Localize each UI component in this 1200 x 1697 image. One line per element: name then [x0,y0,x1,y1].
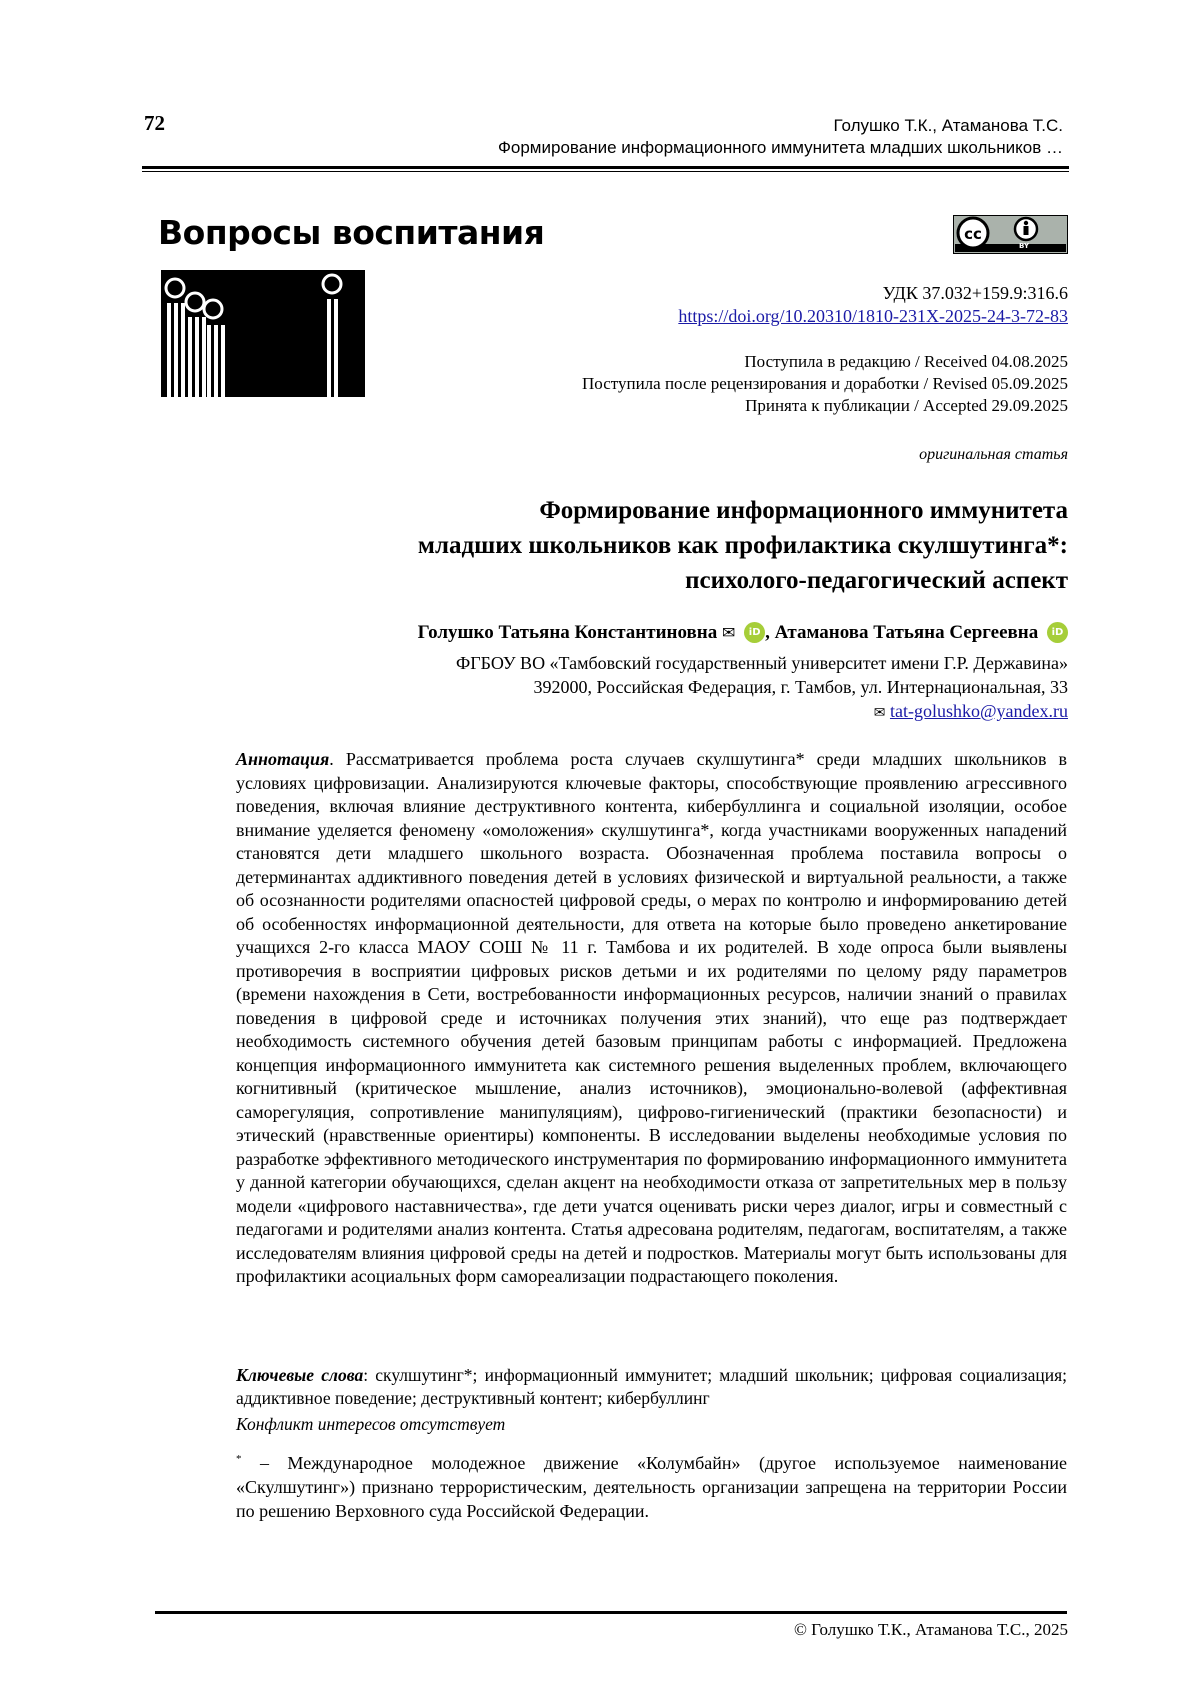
doi [678,305,1068,327]
running-header-title: Формирование информационного иммунитета младших школьников … [497,138,1063,157]
page-number: 72 [144,111,165,135]
title-line-1: Формирование информационного иммунитета [539,497,1068,524]
article-type: оригинальная статья [919,446,1068,463]
journal-name: Вопросы воспитания [158,213,545,252]
footnote-text: – Международное молодежное движение «Колумбайн» (другое используемое наименование «Скулшутинг») признано террористическим, деятельность организации запрещена на территории России по решению Верховного суда Российской Федерации. [236,1453,1067,1521]
article-title [418,493,1068,598]
license-label: BY [1019,242,1030,250]
authors [418,622,1068,644]
date-revised: Поступила после рецензирования и доработки / Revised 05.09.2025 [582,374,1068,393]
orcid-icon[interactable]: iD [744,622,765,643]
conflict-statement: Конфликт интересов отсутствует [236,1414,506,1434]
keywords-label: Ключевые слова [236,1365,364,1385]
abstract [236,748,1067,1289]
running-header [498,115,1063,159]
author-1: Голушко Татьяна Константиновна [417,622,718,643]
footnote-mark: * [236,1453,242,1465]
date-received: Поступила в редакцию / Received 04.08.2025 [744,352,1068,371]
copyright: © Голушко Т.К., Атаманова Т.С., 2025 [793,1620,1068,1639]
title-line-2: младших школьников как профилактика скулшутинга*: [417,532,1068,559]
mail-icon: ✉ [873,705,886,721]
email-link[interactable]: tat-golushko@yandex.ru [889,701,1068,721]
title-line-3: психолого-педагогический аспект [685,567,1068,594]
author-separator: , [765,622,770,643]
author-2: Атаманова Татьяна Сергеевна [774,622,1039,643]
abstract-text: . Рассматривается проблема роста случаев скулшутинга* среди младших школьников в условиях цифровизации. Анализируются ключевые факторы, способствующие проявлению агрессивного поведения, включая влияние деструктивного контента, кибербуллинга и социальной изоляции, особое внимание уделяется феномену «омоложения» скулшутинга*, когда участниками вооруженных нападений становятся дети младшего школьного возраста. Обозначенная проблема поставила вопросы о детерминантах аддиктивного поведения детей в условиях физической и виртуальной реальности, а также об осознанности родителями опасностей цифровой среды, о мерах по контролю и информированию детей об особенностях информационной деятельности, для ответа на которые было проведено анкетирование учащихся 2-го класса МАОУ СОШ № 11 г. Тамбова и их родителей. В ходе опроса были выявлены противоречия в восприятии цифровых рисков детьми и их родителями по целому ряду параметров (времени нахождения в Сети, востребованности информационных ресурсов, наличии знаний о правилах поведения в цифровой среде и источниках получения этих знаний), что еще раз подтверждает необходимость системного обучения детей базовым принципам работы с информацией. Предложена концепция информационного иммунитета как системного решения выделенных проблем, включающего когнитивный (критическое мышление, анализ источников), эмоционально-волевой (аффективная саморегуляция, сопротивление манипуляциям), цифрово-гигиенический (практики безопасности) и этический (нравственные ориентиры) компоненты. В исследовании выделены необходимые условия по разработке эффективного методического инструментария по формированию информационного иммунитета у данной категории обучающихся, сделан акцент на необходимости отказа от запретительных мер в пользу модели «цифрового наставничества», где дети учатся оценивать риски через диалог, игры и совместный с педагогами и родителями анализ контента. Статья адресована родителям, педагогам, воспитателям, а также исследователям влияния цифровой среды на детей и подростков. Материалы могут быть использованы для профилактики асоциальных форм самореализации подрастающего поколения. [236,749,1067,1286]
orcid-icon[interactable]: iD [1047,622,1068,643]
mail-icon: ✉ [721,623,736,642]
doi-link[interactable]: https://doi.org/10.20310/1810-231X-2025-24-3-72-83 [678,306,1068,326]
footer-rule [155,1611,1067,1614]
keywords [236,1364,1067,1410]
abstract-label: Аннотация [236,749,330,769]
header-rule [142,166,1069,172]
affiliation [456,651,1068,725]
publication-dates [582,351,1068,417]
svg-text:cc: cc [964,225,982,243]
date-accepted: Принята к публикации / Accepted 29.09.2025 [745,396,1068,415]
cc-by-icon[interactable] [953,215,1068,254]
affiliation-address: 392000, Российская Федерация, г. Тамбов, ул. Интернациональная, 33 [533,677,1068,697]
journal-logo [161,270,365,397]
contact-email [456,699,1068,725]
footnote [236,1447,1067,1523]
keywords-text: : скулшутинг*; информационный иммунитет; младший школьник; цифровая социализация; аддиктивное поведение; деструктивный контент; кибербуллинг [236,1365,1067,1408]
running-header-authors: Голушко Т.К., Атаманова Т.С. [833,116,1063,135]
udc-code: УДК 37.032+159.9:316.6 [882,283,1068,303]
affiliation-name: ФГБОУ ВО «Тамбовский государственный университет имени Г.Р. Державина» [455,653,1068,673]
